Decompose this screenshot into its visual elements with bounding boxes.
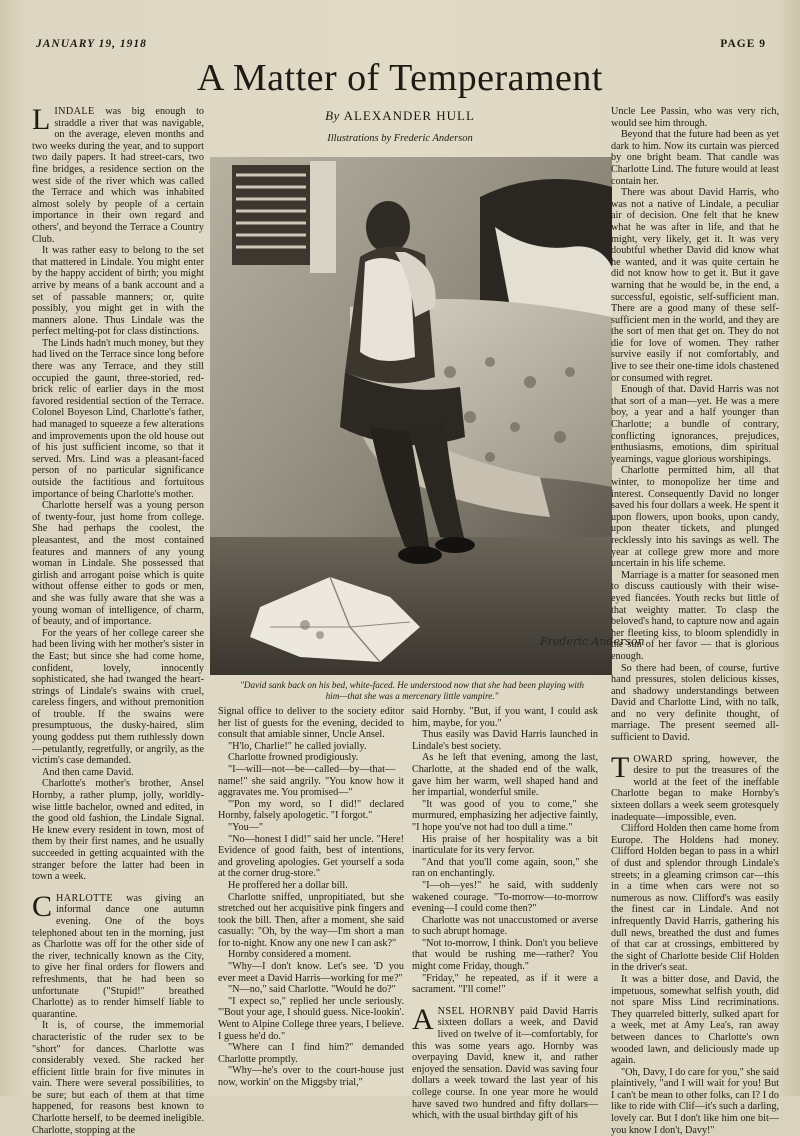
paragraph: "H'lo, Charlie!" he called jovially. [228,740,367,752]
illustrations-credit: Illustrations by Frederic Anderson [327,133,473,144]
paragraph: And then came David. [42,766,134,778]
issue-date: JANUARY 19, 1918 [36,38,147,50]
story-title: A Matter of Temperament [197,57,603,99]
paragraph: "I—oh—yes!" he said, with suddenly wakened courage. "To-morrow—to-morrow evening—I could come then?" [412,879,598,915]
paragraph: His praise of her hospitality was a bit inarticulate for its very fervor. [412,833,598,857]
paragraph: The Linds hadn't much money, but they had lived on the Terrace since long before there was any Terrace, and they still occupied the gaunt, three-storied, red-brick relic of earlier days in the most favored residential section of the Terrace. Colonel Boyeson Lind, Charlotte's father, had managed to squeeze a few alterations and improvements upon the old house out of his just sufficient income, so that it served. Mrs. Lind was a pleasant-faced person of no particular significance outside the factitious and fortuitous importance of being Charlotte's mother. [32,337,204,500]
story-illustration [210,157,645,675]
byline-prefix: By [325,108,340,123]
running-head [36,38,766,54]
column-4 [611,106,779,1136]
paragraph: "Where can I find him?" demanded Charlotte promptly. [218,1042,404,1065]
paragraph: Enough of that. David Harris was not that sort of a man—yet. He was a mere boy, a year and a half younger than Charlotte; a bundle of contrary, conflicting ignorances, prejudices, enthusiasms, emotions, dim spiritual yearnings, vague glorious worshipings. [611,384,779,465]
illustration-caption: "David sank back on his bed, white-faced. He understood now that she had been playing with him—that she was a mercenary little vampire." [240,680,584,701]
drop-cap: T [611,750,630,784]
paragraph: It was rather easy to belong to the set that mattered in Lindale. You might enter by the happy accident of birth; you might arrive by means of a bank account and a set of passable manners; or, quite possibly, you might get in with the manners alone. Thus Lindale was the perfect melting-pot for class distinctions. [32,245,204,338]
column-1 [32,103,204,1136]
paragraph: "Not to-morrow, I think. Don't you believe that would be rushing me—rather? You might come Friday, though." [412,937,598,973]
paragraph: It is, of course, the immemorial characteristic of the ruder sex to be "short" for dances. Charlotte was considerably vexed. She racked her efficient little brain for five minutes in vain. There were several possibilities, to be sure; but each of them at that time happened, for reasons best known to Charlotte herself, to be deemed ineligible. Charlotte, stopping at the [32,1020,204,1136]
paragraph: "I expect so," replied her uncle seriously. "'Bout your age, I should guess. Nice-lookin'. Went to Alpine College three years, I believe. I guess he'd do." [218,995,404,1042]
artist-signature: Frederic Anderson [540,635,645,648]
paragraph: "It was good of you to come," she murmured, emphasizing her adjective faintly, "I hope you've not had too dull a time." [412,798,598,833]
paragraph: TOWARD spring, however, the desire to put the treasures of the world at the feet of the ineffable Charlotte began to make Hornby's sixteen dollars a week seem grotesquely inadequate—impossible, even. [611,750,779,823]
paragraph: Charlotte was not unaccustomed or averse to such abrupt homage. [412,914,598,938]
paragraph: Beyond that the future had been as yet dark to him. Now its curtain was pierced by one bright beam. That candle was Charlotte Lind. The future would at least contain her. [611,129,779,187]
byline [200,108,600,124]
column-3 [412,706,598,1122]
paragraph: "Friday," he repeated, as if it were a sacrament. "I'll come!" [412,972,598,996]
paragraph: ANSEL HORNBY paid David Harris sixteen dollars a week, and David lived on twelve of it—comfortably, for this was some years ago. Hornby was overpaying David, knew it, and rather enjoyed the sensation. David was saving four dollars a week toward the last year of his college course. In one year more he would have saved two hundred and fifty dollars—which, with the usual birthday gift of his [412,1002,598,1122]
paragraph: "Oh, Davy, I do care for you," she said plaintively, "and I will wait for you! But I can't be mean to other folks, can I? I do like to ride with Clif—it's such a darling, lovely car. But I don't like him one bit—you know I don't, Davy!" [611,1066,779,1136]
paragraph: "N—no," said Charlotte. "Would he do?" [228,984,396,996]
paragraph: said Hornby. "But, if you want, I could ask him, maybe, for you." [412,706,598,729]
paragraph: Thus easily was David Harris launched in Lindale's best society. [412,729,598,752]
paragraph: "And that you'll come again, soon," she ran on enchantingly. [412,856,598,880]
paragraph: Charlotte herself was a young person of twenty-four, just home from college. She had perhaps the coolest, the pleasantest, and the most contained features and manners of any young woman in Lindale. She possessed that girlish and arrogant poise which is quite without offense either to gods or men, and she was fully aware that she was a young woman of intelligence, of charm, of beauty, and of importance. [32,500,204,628]
paragraph: It was a bitter dose, and David, the impetuous, somewhat selfish youth, did not spare Miss Lind recriminations. They quarreled bitterly, sulked apart for a week, met at Amy Lea's, ran away between dances to Charlotte's own wooded lawn, and deliciously made up again. [611,973,779,1067]
window [232,161,336,273]
paragraph: "No—honest I did!" said her uncle. "Here! Evidence of good faith, best of intentions, and groveling apologies. Get yourself a soda at the corner drug-store." [218,833,404,880]
drop-cap: C [32,889,53,923]
paragraph: Hornby considered a moment. [228,949,352,961]
paragraph: As he left that evening, among the last, Charlotte, at the shaded end of the walk, gave him her warm, well shaped hand and her impartial, wonderful smile. [412,752,598,799]
paragraph: Charlotte permitted him, all that winter, to monopolize her time and interest. Consequently David no longer saved his four dollars a week. He spent it upon flowers, upon books, upon candy, upon theater tickets, and plunged recklessly into his savings as well. The year at college grew more and more uncertain in his life scheme. [611,465,779,570]
paragraph: Marriage is a matter for seasoned men to discuss cautiously with their wise-eyed fiancées. Youth recks but little of that weighty matter. To clasp the beloved's hand, to capture now and again her fleeting kiss, to bloom splendidly in the sun of her favor — that is glorious enough. [611,569,779,662]
illustration-drawing [210,157,645,675]
author-name: ALEXANDER HULL [343,108,475,123]
paragraph: Clifford Holden then came home from Europe. The Holdens had money. Clifford Holden began to pass in a whirl of dust and splendor through Lindale's streets; in a gleaming crimson car—this in a time when cars were not so numerous as now. Clifford's was easily the finest car in Lindale. And not infrequently David Harris, gathering his dull news, breathed the dust and fumes of that car at crossings, embittered by the sight of Charlotte beside Clif Holden in the driver's seat. [611,823,779,974]
drop-cap: L [32,103,51,136]
paragraph: LINDALE was big enough to straddle a river that was navigable, on the average, eleven months and two weeks during the year, and to support two daily papers. It had street-cars, two fine bridges, a residence section on the west side of the river which was called the Terrace and which was inhabited almost solely by people of a certain importance in their own regard and others', and beyond the Terrace a Country Club. [32,103,204,245]
paragraph: Charlotte frowned prodigiously. [228,752,359,764]
paragraph: For the years of her college career she had been living with her mother's sister in the East; but since she had come home, confident, lovely, innocently sophisticated, she had twanged the heart-strings of Lindale's swains with cruel, careless fingers, and without premonition of trouble. If the swains were presumptuous, the dusky-haired, slim young goddess put them ruthlessly down—petulantly, regretfully, or angrily, as the victim's case demanded. [32,627,204,767]
paragraph: "Why—he's over to the court-house just now, workin' on the Miggsby trial," [218,1065,404,1088]
paragraph: "I—will—not—be—called—by—that—name!" she said angrily. "You know how it aggravates me. You promised—" [218,763,404,799]
paragraph: "'Pon my word, so I did!" declared Hornby, falsely apologetic. "I forgot." [218,798,404,822]
paragraph: He proffered her a dollar bill. [228,879,348,891]
paragraph: So there had been, of course, furtive hand pressures, stolen delicious kisses, and shadowy understandings between David and Charlotte Lind, with no talk, and no very definite thought, of marriage. The present seemed all-sufficient to David. [611,662,779,744]
page-number: PAGE 9 [720,38,766,50]
paragraph: "You—" [228,821,264,833]
paragraph: There was about David Harris, who was not a native of Lindale, a peculiar air of decision. One felt that he knew what he was after in life, and that he might, very likely, get it. It was very doubtful whether David did know what he wanted, and it was quite certain he did not know how to get it. But it gave warning that he would be, in the end, a successful, egoistic, self-sufficient man. There are a good many of these self-sufficient men in the world, and they are the sort of men that get on. They do not die for love of women. They rather survive easily if not comfortably, and live to see their one-time idols chastened or consumed with regret. [611,187,779,384]
paragraph: Uncle Lee Passin, who was very rich, would see him through. [611,106,779,129]
paragraph: "Why—I don't know. Let's see. 'D you ever meet a David Harris—working for me?" [218,961,404,984]
column-2 [218,706,404,1091]
drop-cap: A [412,1002,434,1036]
paragraph: CHARLOTTE was giving an informal dance one autumn evening. One of the boys telephoned about ten in the morning, just as Charlotte was off for the other side of the river, technically known as the City, to give her final orders for flowers and refreshments, that he had been so unfortunate ("Stupid!" breathed Charlotte) as to render himself liable to quarantine. [32,889,204,1020]
paragraph: Charlotte sniffed, unpropitiated, but she stretched out her acquisitive pink fingers and took the bill. Then, after a moment, she said casually: "Oh, by the way—I'm short a man for to-night. Know any one new I can ask?" [218,891,404,949]
paragraph: Charlotte's mother's brother, Ansel Hornby, a rather plump, jolly, worldly-wise little bachelor, owned and edited, in the good old fashion, the Lindale Signal. He knew every resident in town, most of them by their first names, and he usually succeeded in getting acquainted with the stranger before the latter had been in town a week. [32,778,204,883]
paragraph: Signal office to deliver to the society editor her list of guests for the evening, decided to consult that amiable sinner, Uncle Ansel. [218,706,404,741]
